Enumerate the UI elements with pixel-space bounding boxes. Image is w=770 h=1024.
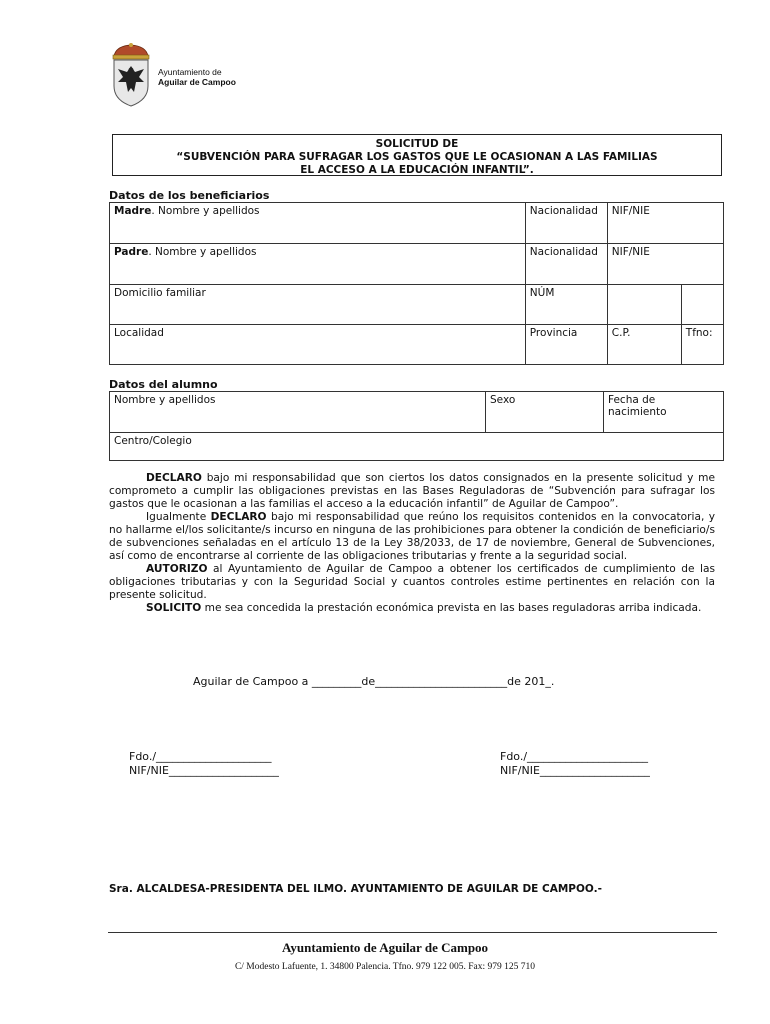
signature-right-nif: NIF/NIE____________________	[500, 764, 650, 777]
autorizo-bold: AUTORIZO	[146, 563, 208, 575]
domicilio-extra-1[interactable]	[607, 285, 681, 325]
num-label: NÚM	[529, 287, 555, 299]
footer-org-name: Ayuntamiento de Aguilar de Campoo	[281, 940, 489, 955]
fecha-label-2: nacimiento	[608, 406, 667, 418]
sexo-field[interactable]	[486, 392, 604, 433]
centro-label: Centro/Colegio	[114, 435, 192, 447]
localidad-field[interactable]	[110, 325, 526, 365]
madre-nacionalidad-field[interactable]	[525, 203, 607, 244]
org-line1: Ayuntamiento de	[158, 67, 222, 77]
declaration-p4-text: me sea concedida la prestación económica prevista en las bases reguladoras arriba indicada.	[201, 602, 702, 614]
provincia-label: Provincia	[529, 327, 578, 339]
madre-nif-field[interactable]	[607, 203, 723, 244]
localidad-label: Localidad	[114, 327, 164, 339]
signature-right[interactable]	[500, 750, 650, 778]
declaro-bold: DECLARO	[146, 472, 202, 484]
declaro-bold-2: DECLARO	[210, 511, 267, 523]
signature-left-nif: NIF/NIE____________________	[129, 764, 279, 777]
domicilio-label: Domicilio familiar	[114, 287, 206, 299]
org-logo-text	[158, 67, 236, 87]
domicilio-extra-2[interactable]	[681, 285, 723, 325]
padre-nif-field[interactable]	[607, 244, 723, 285]
declaration-p1-text: bajo mi responsabilidad que son ciertos los datos consignados en la presente solicitud y me comprometo a cumplir las obligaciones previstas en las Bases Reguladoras de “Subvención para sufragar los gastos que le ocasionan a las familias el acceso a la educación infantil” de Aguilar de Campoo”.	[109, 472, 715, 510]
provincia-field[interactable]	[525, 325, 607, 365]
declaration-paragraph-4	[109, 602, 715, 615]
declaration-paragraph-2	[109, 511, 715, 563]
madre-label-bold: Madre	[114, 205, 152, 217]
addressee: Sra. ALCALDESA-PRESIDENTA DEL ILMO. AYUNTAMIENTO DE AGUILAR DE CAMPOO.-	[109, 883, 602, 895]
nacionalidad-label: Nacionalidad	[529, 246, 598, 258]
declaration-text	[109, 472, 715, 615]
tfno-label: Tfno:	[685, 327, 713, 339]
footer-divider	[108, 932, 717, 933]
fecha-nacimiento-field[interactable]	[604, 392, 724, 433]
madre-label-rest: . Nombre y apellidos	[151, 205, 260, 217]
form-title-line3: EL ACCESO A LA EDUCACIÓN INFANTIL”.	[300, 164, 534, 176]
form-title-line2: “SUBVENCIÓN PARA SUFRAGAR LOS GASTOS QUE LE OCASIONAN A LAS FAMILIAS	[176, 151, 658, 163]
beneficiaries-table	[109, 202, 724, 365]
num-field[interactable]	[525, 285, 607, 325]
declaration-p3-text: al Ayuntamiento de Aguilar de Campoo a obtener los certificados de cumplimiento de las obligaciones tributarias y con la Seguridad Social y cuantos controles estime pertinentes en relación con la presente solicitud.	[109, 563, 715, 601]
centro-colegio-field[interactable]	[110, 433, 724, 461]
solicito-bold: SOLICITO	[146, 602, 202, 614]
padre-label-rest: . Nombre y apellidos	[148, 246, 257, 258]
declaration-p2-lead: Igualmente	[146, 511, 211, 523]
padre-label-bold: Padre	[114, 246, 149, 258]
form-title-box	[112, 134, 722, 176]
nif-nie-label: NIF/NIE	[611, 205, 650, 217]
cp-label: C.P.	[611, 327, 631, 339]
footer-address: C/ Modesto Lafuente, 1. 34800 Palencia. Tfno. 979 122 005. Fax: 979 125 710	[234, 962, 536, 972]
declaration-paragraph-3	[109, 563, 715, 602]
sexo-label: Sexo	[490, 394, 516, 406]
cp-field[interactable]	[607, 325, 681, 365]
coat-of-arms-logo	[108, 42, 154, 108]
student-name-field[interactable]	[110, 392, 486, 433]
signature-left[interactable]	[129, 750, 279, 778]
declaration-p2-text: bajo mi responsabilidad que reúno los requisitos contenidos en la convocatoria, y no hallarme el/los solicitante/s incurso en ninguna de las prohibiciones para obtener la condición de beneficiario/s de subvenciones señaladas en el artículo 13 de la Ley 38/2033, de 17 de noviembre, General de Subvenciones, así como de encontrarse al corriente de las obligaciones tributarias y frente a la seguridad social.	[109, 511, 715, 562]
domicilio-field[interactable]	[110, 285, 526, 325]
madre-name-field[interactable]	[110, 203, 526, 244]
tfno-field[interactable]	[681, 325, 723, 365]
signature-left-fdo: Fdo./_____________________	[129, 750, 272, 763]
org-line2: Aguilar de Campoo	[158, 77, 236, 87]
nacionalidad-label: Nacionalidad	[529, 205, 598, 217]
padre-nacionalidad-field[interactable]	[525, 244, 607, 285]
beneficiaries-heading: Datos de los beneficiarios	[109, 189, 270, 202]
student-table	[109, 391, 724, 461]
fecha-label-1: Fecha de	[608, 394, 656, 406]
nif-nie-label: NIF/NIE	[611, 246, 650, 258]
student-name-label: Nombre y apellidos	[114, 394, 216, 406]
declaration-paragraph-1	[109, 472, 715, 511]
padre-name-field[interactable]	[110, 244, 526, 285]
signature-right-fdo: Fdo./______________________	[500, 750, 649, 763]
form-title-line1: SOLICITUD DE	[375, 138, 459, 150]
date-line[interactable]: Aguilar de Campoo a _________de________________________de 201_.	[193, 675, 555, 688]
student-heading: Datos del alumno	[109, 378, 218, 391]
